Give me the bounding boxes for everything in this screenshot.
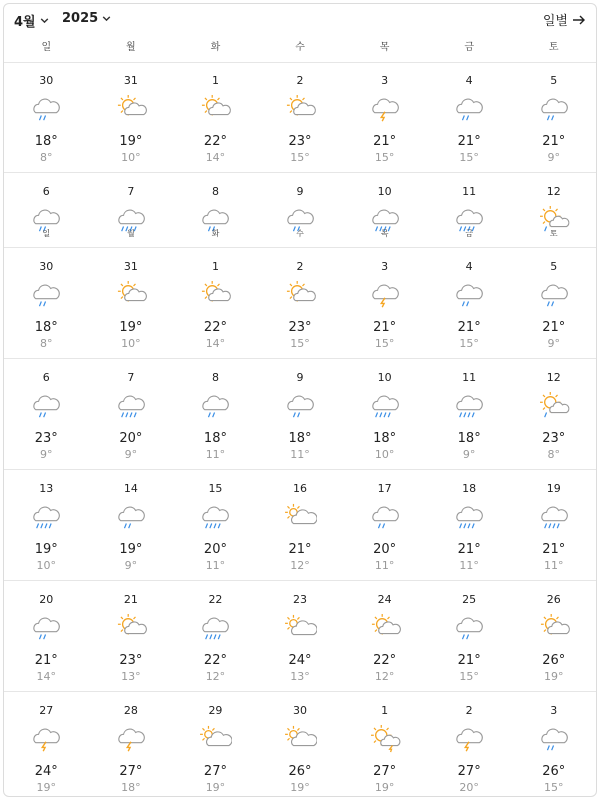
day-cell[interactable]	[427, 470, 512, 580]
day-cell[interactable]	[4, 62, 89, 172]
low-temp: 10°	[374, 448, 395, 461]
day-number: 12	[546, 185, 561, 198]
weekday-label: 금	[464, 42, 475, 53]
high-temp: 21°	[288, 542, 312, 557]
high-temp: 21°	[457, 320, 481, 335]
day-cell[interactable]	[4, 359, 89, 469]
high-temp: 27°	[203, 764, 227, 779]
high-temp: 18°	[457, 431, 481, 446]
rain-icon	[29, 95, 63, 123]
low-temp: 15°	[544, 781, 564, 794]
day-cell[interactable]	[89, 359, 174, 469]
day-number: 28	[123, 704, 138, 717]
low-temp: 10°	[36, 559, 57, 572]
high-temp: 21°	[373, 134, 397, 149]
day-cell[interactable]	[4, 470, 89, 580]
mostly-cloudy-icon	[283, 503, 317, 531]
high-temp: 20°	[119, 431, 143, 446]
low-temp: 9°	[462, 448, 476, 461]
low-temp: 11°	[544, 559, 564, 572]
day-number: 1	[381, 704, 389, 717]
partly-cloudy-icon	[114, 614, 148, 642]
day-number: 18	[462, 482, 477, 495]
rain-icon	[537, 95, 571, 123]
day-number: 1	[211, 260, 219, 273]
day-cell[interactable]	[511, 173, 596, 247]
weekday-label: 목	[379, 42, 390, 53]
low-temp: 19°	[290, 781, 310, 794]
day-number: 1	[211, 74, 219, 87]
high-temp: 22°	[373, 653, 397, 668]
partly-cloudy-icon	[198, 281, 232, 309]
day-cell[interactable]	[173, 581, 258, 691]
day-number: 22	[208, 593, 223, 606]
high-temp: 21°	[457, 653, 481, 668]
thunder-icon	[368, 281, 402, 309]
weekday-label: 토	[548, 42, 559, 53]
high-temp: 23°	[288, 320, 312, 335]
day-cell[interactable]	[173, 248, 258, 358]
mostly-cloudy-icon	[198, 725, 232, 753]
low-temp: 15°	[459, 670, 479, 683]
low-temp: 10°	[121, 151, 141, 164]
high-temp: 21°	[542, 320, 566, 335]
high-temp: 21°	[542, 542, 566, 557]
low-temp: 14°	[36, 670, 57, 683]
day-cell[interactable]	[427, 581, 512, 691]
low-temp: 9°	[547, 151, 560, 164]
day-cell[interactable]	[258, 248, 343, 358]
rain-icon	[537, 281, 571, 309]
day-number: 25	[462, 593, 477, 606]
day-number: 30	[39, 74, 54, 87]
day-number: 6	[42, 185, 50, 198]
high-temp: 22°	[203, 320, 227, 335]
compact-week-row	[4, 173, 596, 248]
day-number: 7	[127, 371, 135, 384]
low-temp: 19°	[374, 781, 395, 794]
day-number: 29	[208, 704, 223, 717]
day-number: 3	[381, 74, 389, 87]
day-number: 16	[293, 482, 308, 495]
day-cell[interactable]	[342, 359, 427, 469]
low-temp: 15°	[374, 151, 395, 164]
weekday-label: 토	[549, 229, 558, 238]
thunder-icon	[368, 95, 402, 123]
day-cell[interactable]	[89, 581, 174, 691]
day-number: 5	[550, 74, 558, 87]
day-cell[interactable]	[173, 692, 258, 797]
low-temp: 19°	[544, 670, 564, 683]
low-temp: 11°	[459, 559, 479, 572]
arrow-right-icon	[572, 14, 586, 26]
high-temp: 18°	[203, 431, 227, 446]
thunder-icon	[452, 725, 486, 753]
day-cell[interactable]	[342, 173, 427, 247]
calendar-panel	[3, 3, 597, 797]
calendar-grid	[4, 62, 596, 797]
weekday-label: 월	[127, 229, 135, 238]
weekday-label: 일	[42, 229, 51, 238]
day-number: 19	[546, 482, 561, 495]
low-temp: 18°	[121, 781, 141, 794]
day-cell[interactable]	[4, 581, 89, 691]
low-temp: 19°	[36, 781, 57, 794]
heavy-rain-icon	[114, 392, 148, 420]
low-temp: 15°	[374, 337, 395, 350]
rain-icon	[29, 392, 63, 420]
day-cell[interactable]	[173, 359, 258, 469]
daily-view-link[interactable]	[543, 10, 586, 29]
day-number: 12	[546, 371, 561, 384]
day-number: 30	[39, 260, 54, 273]
day-number: 2	[296, 74, 304, 87]
weekday-label: 월	[126, 42, 136, 53]
day-number: 3	[550, 704, 558, 717]
low-temp: 15°	[290, 151, 310, 164]
low-temp: 14°	[205, 337, 226, 350]
low-temp: 10°	[121, 337, 141, 350]
calendar-week-row	[4, 359, 596, 470]
day-number: 24	[377, 593, 392, 606]
heavy-rain-icon	[198, 614, 232, 642]
partly-cloudy-icon	[283, 95, 317, 123]
mostly-cloudy-icon	[283, 614, 317, 642]
weekday-label: 목	[380, 229, 389, 238]
low-temp: 15°	[459, 337, 479, 350]
day-cell[interactable]	[89, 692, 174, 797]
day-number: 9	[296, 185, 304, 198]
day-cell[interactable]	[511, 248, 596, 358]
high-temp: 19°	[119, 542, 143, 557]
low-temp: 11°	[374, 559, 395, 572]
day-cell[interactable]	[427, 359, 512, 469]
high-temp: 21°	[373, 320, 397, 335]
partly-cloudy-icon	[537, 614, 571, 642]
day-cell[interactable]	[173, 470, 258, 580]
day-number: 2	[296, 260, 304, 273]
day-number: 3	[381, 260, 389, 273]
day-number: 31	[123, 260, 138, 273]
day-cell[interactable]	[89, 173, 174, 247]
day-cell[interactable]	[427, 62, 512, 172]
sun-thunder-icon	[368, 725, 402, 753]
month-selector[interactable]	[14, 11, 50, 30]
day-cell[interactable]	[173, 62, 258, 172]
low-temp: 13°	[121, 670, 141, 683]
high-temp: 19°	[119, 134, 143, 149]
day-cell[interactable]	[511, 359, 596, 469]
day-cell[interactable]	[4, 692, 89, 797]
high-temp: 26°	[542, 653, 566, 668]
rain-icon	[29, 614, 63, 642]
rain-icon	[114, 503, 148, 531]
day-number: 23	[293, 593, 308, 606]
day-cell[interactable]	[342, 581, 427, 691]
day-number: 4	[465, 74, 473, 87]
low-temp: 13°	[290, 670, 310, 683]
low-temp: 9°	[547, 337, 560, 350]
day-cell[interactable]	[4, 173, 89, 247]
daily-view-label: 일별	[542, 14, 568, 29]
rain-icon	[452, 95, 486, 123]
day-cell[interactable]	[342, 62, 427, 172]
day-cell[interactable]	[511, 692, 596, 797]
day-number: 31	[123, 74, 138, 87]
low-temp: 15°	[459, 151, 479, 164]
high-temp: 21°	[542, 134, 566, 149]
day-cell[interactable]	[4, 248, 89, 358]
day-number: 21	[123, 593, 138, 606]
chevron-down-icon	[101, 13, 112, 24]
rain-icon	[29, 281, 63, 309]
heavy-rain-icon	[452, 392, 486, 420]
day-number: 7	[127, 185, 135, 198]
low-temp: 15°	[290, 337, 310, 350]
low-temp: 11°	[290, 448, 310, 461]
high-temp: 23°	[119, 653, 143, 668]
day-number: 13	[39, 482, 54, 495]
high-temp: 20°	[203, 542, 227, 557]
day-cell[interactable]	[173, 173, 258, 247]
day-number: 10	[377, 185, 392, 198]
day-cell[interactable]	[427, 173, 512, 247]
heavy-rain-icon	[198, 503, 232, 531]
partly-cloudy-icon	[114, 95, 148, 123]
day-cell[interactable]	[342, 692, 427, 797]
low-temp: 9°	[124, 448, 138, 461]
low-temp: 8°	[547, 448, 560, 461]
high-temp: 20°	[373, 542, 397, 557]
high-temp: 23°	[34, 431, 58, 446]
calendar-week-row	[4, 581, 596, 692]
day-cell[interactable]	[342, 470, 427, 580]
low-temp: 12°	[290, 559, 310, 572]
high-temp: 26°	[288, 764, 312, 779]
high-temp: 24°	[34, 764, 58, 779]
low-temp: 8°	[40, 151, 53, 164]
high-temp: 24°	[288, 653, 312, 668]
day-number: 6	[42, 371, 50, 384]
high-temp: 21°	[34, 653, 58, 668]
day-cell[interactable]	[342, 248, 427, 358]
mostly-cloudy-icon	[283, 725, 317, 753]
day-cell[interactable]	[258, 62, 343, 172]
day-number: 2	[465, 704, 473, 717]
day-cell[interactable]	[258, 359, 343, 469]
low-temp: 12°	[205, 670, 226, 683]
weekday-label: 화	[211, 229, 220, 238]
high-temp: 18°	[373, 431, 397, 446]
day-cell[interactable]	[89, 248, 174, 358]
day-cell[interactable]	[258, 581, 343, 691]
low-temp: 14°	[205, 151, 226, 164]
high-temp: 27°	[119, 764, 143, 779]
chevron-down-icon	[39, 15, 50, 26]
low-temp: 11°	[205, 559, 226, 572]
day-cell[interactable]	[511, 581, 596, 691]
day-number: 27	[39, 704, 54, 717]
low-temp: 19°	[205, 781, 226, 794]
weekday-label: 수	[295, 42, 305, 53]
weekday-header	[4, 34, 596, 63]
high-temp: 21°	[457, 542, 481, 557]
rain-icon	[452, 614, 486, 642]
heavy-rain-icon	[452, 503, 486, 531]
heavy-rain-icon	[537, 503, 571, 531]
day-cell[interactable]	[511, 470, 596, 580]
rain-icon	[452, 281, 486, 309]
high-temp: 27°	[373, 764, 397, 779]
day-cell[interactable]	[427, 248, 512, 358]
high-temp: 22°	[203, 653, 227, 668]
day-number: 26	[546, 593, 561, 606]
calendar-header	[4, 4, 596, 34]
high-temp: 27°	[457, 764, 481, 779]
low-temp: 8°	[40, 337, 53, 350]
calendar-week-row	[4, 692, 596, 797]
low-temp: 9°	[124, 559, 138, 572]
calendar-week-row	[4, 248, 596, 359]
high-temp: 23°	[542, 431, 566, 446]
day-number: 11	[462, 185, 477, 198]
day-number: 11	[462, 371, 477, 384]
high-temp: 18°	[34, 320, 58, 335]
day-cell[interactable]	[258, 173, 343, 247]
weekday-label: 수	[296, 229, 304, 238]
day-number: 9	[296, 371, 304, 384]
partly-cloudy-icon	[198, 95, 232, 123]
year-selector[interactable]	[62, 11, 112, 26]
high-temp: 19°	[119, 320, 143, 335]
day-number: 20	[39, 593, 54, 606]
day-number: 8	[211, 185, 219, 198]
high-temp: 18°	[34, 134, 58, 149]
partly-cloudy-icon	[283, 281, 317, 309]
day-number: 5	[550, 260, 558, 273]
day-number: 14	[123, 482, 138, 495]
day-number: 10	[377, 371, 392, 384]
high-temp: 26°	[542, 764, 566, 779]
weekday-label: 일	[41, 42, 52, 53]
day-number: 15	[208, 482, 223, 495]
low-temp: 9°	[40, 448, 53, 461]
day-cell[interactable]	[427, 692, 512, 797]
thunder-icon	[114, 725, 148, 753]
high-temp: 18°	[288, 431, 312, 446]
year-label: 2025	[62, 11, 99, 26]
calendar-week-row	[4, 62, 596, 173]
sun-shower-icon	[537, 392, 571, 420]
day-cell[interactable]	[258, 470, 343, 580]
rain-icon	[368, 503, 402, 531]
day-cell[interactable]	[258, 692, 343, 797]
high-temp: 23°	[288, 134, 312, 149]
rain-icon	[283, 392, 317, 420]
day-cell[interactable]	[89, 62, 174, 172]
partly-cloudy-icon	[114, 281, 148, 309]
partly-cloudy-icon	[368, 614, 402, 642]
day-number: 8	[211, 371, 219, 384]
high-temp: 19°	[34, 542, 58, 557]
day-cell[interactable]	[511, 62, 596, 172]
low-temp: 12°	[374, 670, 395, 683]
heavy-rain-icon	[368, 392, 402, 420]
rain-icon	[537, 725, 571, 753]
calendar-week-row	[4, 470, 596, 581]
rain-icon	[198, 392, 232, 420]
heavy-rain-icon	[29, 503, 63, 531]
weekday-label: 금	[465, 229, 474, 238]
month-label: 4월	[14, 15, 36, 30]
low-temp: 20°	[459, 781, 479, 794]
weekday-label: 화	[210, 42, 221, 53]
day-number: 30	[293, 704, 308, 717]
day-cell[interactable]	[89, 470, 174, 580]
high-temp: 21°	[457, 134, 481, 149]
thunder-icon	[29, 725, 63, 753]
high-temp: 22°	[203, 134, 227, 149]
low-temp: 11°	[205, 448, 226, 461]
day-number: 17	[377, 482, 392, 495]
day-number: 4	[465, 260, 473, 273]
